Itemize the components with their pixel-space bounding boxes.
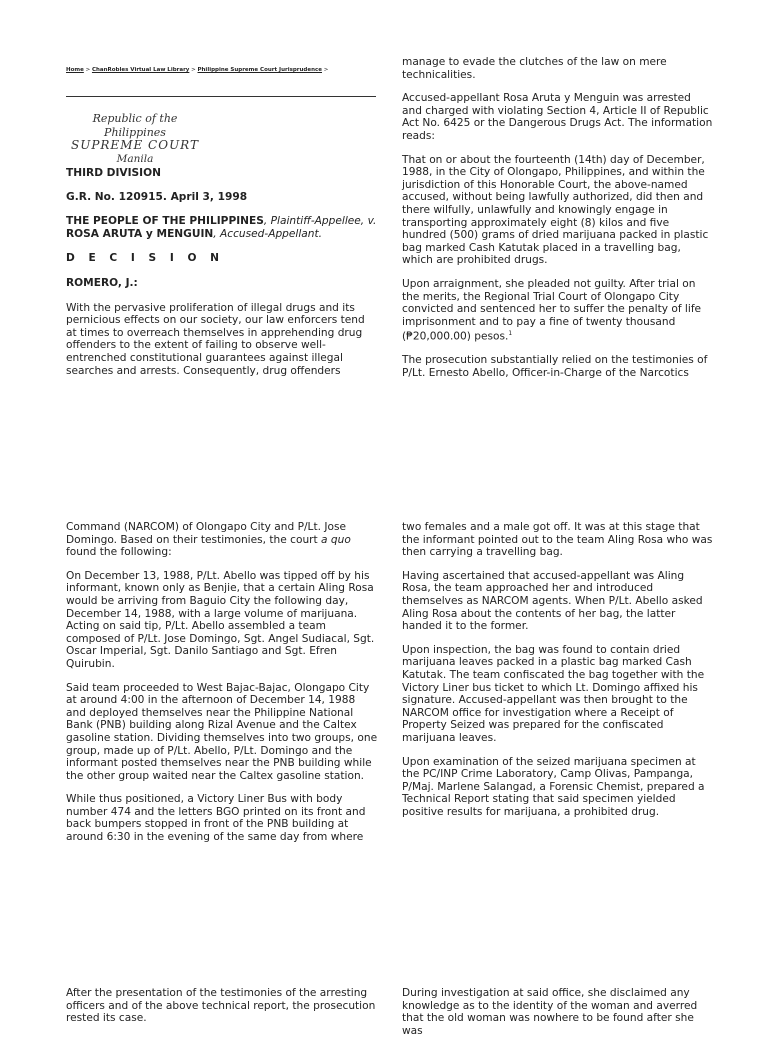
paragraph: Upon arraignment, she pleaded not guilty. After trial on the merits, the Regional Trial Court of Olongapo City convicted and sentenced her to suffer the penalty of life imprisonment and to pay a fine of twenty thousand (₱20,000.00) pesos.$^1$ xyxy=(402,277,702,343)
page2-right-column xyxy=(402,521,714,829)
case-parties xyxy=(66,215,378,240)
page3-left-column xyxy=(66,987,378,1036)
paragraph: With the pervasive proliferation of illegal drugs and its pernicious effects on our society, our law enforcers tend at times to overreach themselves in apprehending drug offenders to the extent of failing to observe well-entrenched constitutional guarantees against illegal searches and arrests. Consequently, drug offenders xyxy=(66,301,365,377)
court-masthead xyxy=(70,112,200,166)
decision-heading: D E C I S I O N xyxy=(66,252,225,265)
ponente: ROMERO, J.: xyxy=(66,276,138,289)
paragraph: While thus positioned, a Victory Liner Bus with body number 474 and the letters BGO printed on its front and back bumpers stopped in front of the PNB building at around 6:30 in the evening of the same day from where xyxy=(66,793,366,844)
paragraph: Upon examination of the seized marijuana specimen at the PC/INP Crime Laboratory, Camp Olivas, Pampanga, P/Maj. Marlene Salangad, a Forensic Chemist, prepared a Technical Report stating that said specimen yielded positive results for marijuana, a prohibited drug. xyxy=(402,755,705,818)
versus-label: v. xyxy=(367,215,377,228)
information-quote: That on or about the fourteenth (14th) day of December, 1988, in the City of Olongapo, Philippines, and within the jurisdiction of this Honorable Court, the above-named accused, without being lawfully authorized, did then and there wilfully, unlawfully and knowingly engage in transporting approximately eight (8) kilos and five hundred (500) grams of dried marijuana packed in plastic bag marked Cash Katutak placed in a travelling bag, which are prohibited drugs. xyxy=(402,153,709,267)
paragraph: On December 13, 1988, P/Lt. Abello was tipped off by his informant, known only as Benjie, that a certain Aling Rosa would be arriving from Baguio City the following day, December 14, 1988, with a large volume of marijuana. Acting on said tip, P/Lt. Abello assembled a team composed of P/Lt. Jose Domingo, Sgt. Angel Sudiacal, Sgt. Oscar Imperial, Sgt. Danilo Santiago and Sgt. Efren Quirubin. xyxy=(66,569,375,670)
paragraph: Having ascertained that accused-appellant was Aling Rosa, the team approached her and introduced themselves as NARCOM agents. When P/Lt. Abello asked Aling Rosa about the contents of her bag, the latter handed it to the former. xyxy=(402,569,703,633)
breadcrumb-library-link[interactable]: ChanRobles Virtual Law Library xyxy=(91,67,190,73)
plaintiff-role: , Plaintiff-Appellee, xyxy=(263,215,365,228)
case-number: G.R. No. 120915. April 3, 1998 xyxy=(66,190,248,203)
breadcrumb: Home > ChanRobles Virtual Law Library > Philippine Supreme Court Jurisprudence > xyxy=(66,67,329,73)
breadcrumb-home-link[interactable]: Home xyxy=(66,67,84,73)
masthead-city: Manila xyxy=(116,152,154,165)
page3-right-column xyxy=(402,987,714,1048)
footnote-link[interactable]: 1 xyxy=(508,330,513,338)
paragraph: manage to evade the clutches of the law on mere technicalities. xyxy=(402,56,667,81)
division-label: THIRD DIVISION xyxy=(66,167,161,179)
paragraph: The prosecution substantially relied on the testimonies of P/Lt. Ernesto Abello, Officer-in-Charge of the Narcotics xyxy=(402,354,708,379)
accused-role: , Accused-Appellant. xyxy=(213,227,323,240)
paragraph: Said team proceeded to West Bajac-Bajac, Olongapo City at around 4:00 in the afternoon of December 14, 1988 and deployed themselves near the Philippine National Bank (PNB) building along Rizal Avenue and the Caltex gasoline station. Dividing themselves into two groups, one group, made up of P/Lt. Abello, P/Lt. Domingo and the informant posted themselves near the PNB building while the other group waited near the Caltex gasoline station. xyxy=(66,681,378,782)
breadcrumb-jurisprudence-link[interactable]: Philippine Supreme Court Jurisprudence xyxy=(197,67,322,73)
plaintiff-name: THE PEOPLE OF THE PHILIPPINES xyxy=(66,215,264,228)
paragraph: After the presentation of the testimonies of the arresting officers and of the above technical report, the prosecution rested its case. xyxy=(66,987,376,1025)
masthead-court: SUPREME COURT xyxy=(70,138,200,152)
paragraph: Upon inspection, the bag was found to contain dried marijuana leaves packed in a plastic bag marked Cash Katutak. The team confiscated the bag together with the Victory Liner bus ticket to which Lt. Domingo affixed his signature. Accused-appellant was then brought to the NARCOM office for investigation where a Receipt of Property Seized was prepared for the confiscated marijuana leaves. xyxy=(402,643,705,744)
page2-left-column xyxy=(66,521,378,855)
paragraph: Command (NARCOM) of Olongapo City and P/Lt. Jose Domingo. Based on their testimonies, the court a quo found the following: xyxy=(66,521,351,559)
masthead-republic: Republic of the Philippines xyxy=(92,112,178,139)
paragraph: During investigation at said office, she disclaimed any knowledge as to the identity of the woman and averred that the old woman was nowhere to be found after she was xyxy=(402,987,698,1037)
paragraph: Accused-appellant Rosa Aruta y Menguin was arrested and charged with violating Section 4, Article II of Republic Act No. 6425 or the Dangerous Drugs Act. The information reads: xyxy=(402,92,713,142)
case-header xyxy=(66,167,378,388)
header-divider xyxy=(66,96,376,97)
paragraph: two females and a male got off. It was at this stage that the informant pointed out to the team Aling Rosa who was then carrying a travelling bag. xyxy=(402,521,713,559)
page1-right-column xyxy=(402,56,714,391)
accused-name: ROSA ARUTA y MENGUIN xyxy=(66,227,214,240)
